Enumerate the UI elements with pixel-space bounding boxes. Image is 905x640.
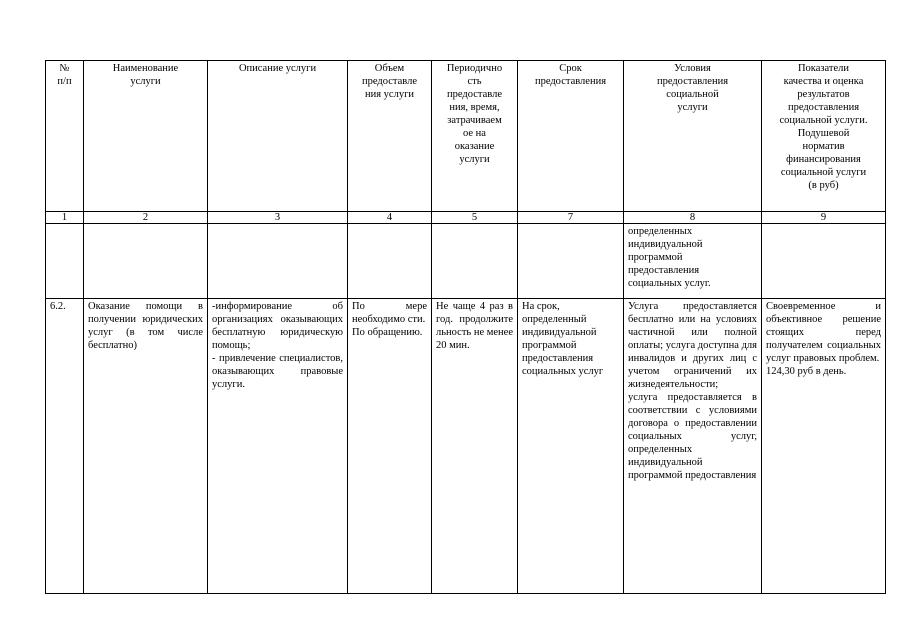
volume-text-1: По мере необходимо сти.: [352, 301, 427, 325]
description-item-1: -информирование об организациях оказывающих бесплатную юридическую помощь;: [212, 301, 343, 351]
empty-cell: [762, 224, 886, 299]
column-number-cell: 2: [84, 212, 208, 224]
header-conditions-text: Условия предоставления социальной услуги: [656, 63, 729, 113]
header-number-text: № п/п: [57, 63, 72, 87]
header-cell-conditions: [624, 61, 762, 212]
header-periodicity-text: Периодично сть предоставле ния, время, затрачиваем ое на оказание услуги: [446, 63, 503, 165]
header-cell-number: [46, 61, 84, 212]
conditions-text-2: услуга предоставляется в соответствии с условиями договора о предоставлении социальных услуг, определенных индивидуальной программой предоставления: [628, 392, 757, 481]
column-number-cell: 9: [762, 212, 886, 224]
empty-cell: [46, 224, 84, 299]
service-name-text: Оказание помощи в получении юридических услуг (в том числе бесплатно): [88, 301, 203, 351]
header-cell-name: [84, 61, 208, 212]
header-name-text: Наименование услуги: [112, 63, 179, 87]
empty-cell: [208, 224, 348, 299]
empty-cell: [432, 224, 518, 299]
header-volume-text: Объем предоставле ния услуги: [361, 63, 417, 100]
header-term-text: Срок предоставления: [534, 63, 607, 87]
service-term-cell: [518, 299, 624, 594]
term-text: На срок, определенный индивидуальной программой предоставления социальных услуг: [522, 301, 604, 377]
service-quality-cell: [762, 299, 886, 594]
column-number-row: [46, 212, 886, 224]
column-number-cell: 5: [432, 212, 518, 224]
table-row-6-2: [46, 299, 886, 594]
row-number-cell: [46, 299, 84, 594]
column-number-cell: 3: [208, 212, 348, 224]
column-number-cell: 8: [624, 212, 762, 224]
continued-conditions-cell: [624, 224, 762, 299]
header-description-text: Описание услуги: [238, 63, 317, 74]
column-number-cell: 1: [46, 212, 84, 224]
quality-text-2: 124,30 руб в день.: [766, 366, 847, 377]
service-name-cell: [84, 299, 208, 594]
conditions-text-1: Услуга предоставляется бесплатно или на условиях частичной или полной оплаты; услуга доступна для инвалидов и других лиц с учетом ограничений их жизнедеятельности;: [628, 301, 757, 390]
header-cell-periodicity: [432, 61, 518, 212]
continued-conditions-text: определенных индивидуальной программой предоставления социальных услуг.: [628, 226, 711, 289]
periodicity-text: Не чаще 4 раз в год. продолжите льность не менее 20 мин.: [436, 301, 513, 351]
quality-text-1: Своевременное и объективное решение стоящих перед получателем социальных услуг правовых проблем.: [766, 301, 881, 364]
service-volume-cell: [348, 299, 432, 594]
row-number-text: 6.2.: [50, 301, 66, 312]
header-quality-text: Показатели качества и оценка результатов предоставления социальной услуги. Подушевой норматив финансирования социальной услуги (в руб): [779, 63, 868, 191]
column-number-cell: 4: [348, 212, 432, 224]
empty-cell: [84, 224, 208, 299]
service-periodicity-cell: [432, 299, 518, 594]
service-description-cell: [208, 299, 348, 594]
services-table: [45, 60, 886, 594]
volume-text-2: По обращению.: [352, 327, 423, 338]
empty-cell: [518, 224, 624, 299]
description-item-2: - привлечение специалистов, оказывающих правовые услуги.: [212, 353, 343, 390]
header-cell-quality: [762, 61, 886, 212]
header-cell-description: [208, 61, 348, 212]
continued-row: [46, 224, 886, 299]
service-conditions-cell: [624, 299, 762, 594]
header-cell-volume: [348, 61, 432, 212]
column-number-cell: 7: [518, 212, 624, 224]
header-row: [46, 61, 886, 212]
empty-cell: [348, 224, 432, 299]
header-cell-term: [518, 61, 624, 212]
